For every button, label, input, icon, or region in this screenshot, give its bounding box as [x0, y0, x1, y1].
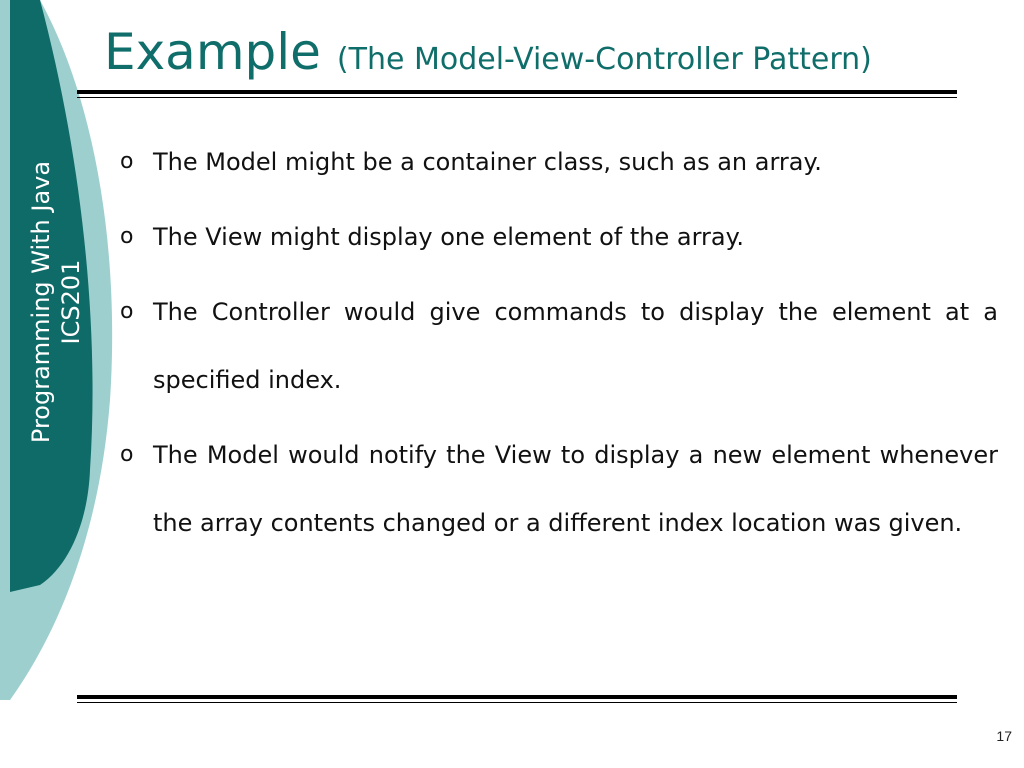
bullet-item — [120, 421, 998, 557]
bullet-marker: o — [120, 224, 134, 249]
bullet-item — [120, 278, 998, 414]
bullet-item — [120, 203, 998, 271]
bullet-marker: o — [120, 149, 134, 174]
footer-divider — [77, 695, 957, 703]
bullet-text: The Model might be a container class, such as an array. — [153, 148, 822, 176]
slide-title-main: Example — [104, 23, 321, 81]
sidebar-course-code: ICS201 — [57, 259, 85, 345]
title-divider — [77, 90, 957, 98]
slide-title-subtitle: (The Model-View-Controller Pattern) — [336, 42, 872, 77]
bullet-marker: o — [120, 299, 134, 324]
bullet-list — [120, 128, 998, 564]
bullet-marker: o — [120, 442, 134, 467]
sidebar-course-label — [26, 102, 86, 502]
page-number: 17 — [996, 728, 1012, 744]
bullet-item — [120, 128, 998, 196]
bullet-text: The Model would notify the View to display a new element whenever the array contents changed or a different index location was given. — [153, 441, 998, 537]
slide-title — [104, 24, 872, 80]
sidebar-course-name: Programming With Java — [27, 160, 55, 444]
bullet-text: The Controller would give commands to display the element at a specified index. — [153, 298, 998, 394]
bullet-text: The View might display one element of the array. — [153, 223, 745, 251]
